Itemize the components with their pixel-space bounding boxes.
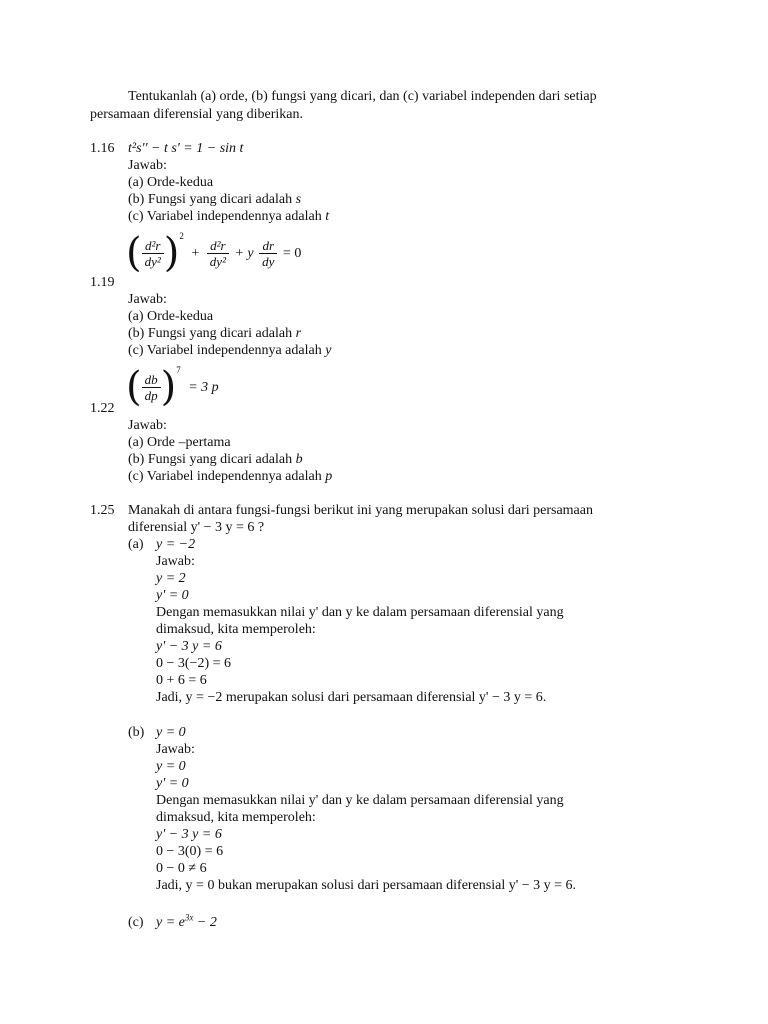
answer-122-b: (b) Fungsi yang dicari adalah b (128, 452, 303, 467)
answer-119-c: (c) Variabel independennya adalah y (128, 343, 332, 358)
answer-116-a: (a) Orde-kedua (128, 175, 214, 190)
part-b-jawab: Jawab: (156, 742, 195, 757)
problem-number-116: 1.16 (90, 141, 115, 156)
answer-119-a: (a) Orde-kedua (128, 309, 214, 324)
part-a-line-1: y = 2 (156, 571, 186, 586)
part-b-line-6: 0 − 3(0) = 6 (156, 844, 224, 859)
question-125-line-1: Manakah di antara fungsi-fungsi berikut ini yang merupakan solusi dari persamaan (128, 503, 593, 518)
fraction-db-dp: $\frac{db}{dp}$ (142, 372, 161, 403)
equation-116: t²s'' − t s' = 1 − sin t (128, 141, 244, 156)
answer-122-c: (c) Variabel independennya adalah p (128, 469, 333, 484)
problem-number-119: 1.19 (90, 275, 115, 290)
part-a-line-7: 0 + 6 = 6 (156, 673, 207, 688)
jawab-122: Jawab: (128, 418, 167, 433)
part-b-line-7: 0 − 0 ≠ 6 (156, 861, 207, 876)
part-a-line-2: y' = 0 (156, 588, 189, 603)
part-a-jawab: Jawab: (156, 554, 195, 569)
part-b-conclusion: Jadi, y = 0 bukan merupakan solusi dari persamaan diferensial y' − 3 y = 6. (156, 878, 577, 893)
answer-116-b: (b) Fungsi yang dicari adalah s (128, 192, 302, 207)
intro-line-1: Tentukanlah (a) orde, (b) fungsi yang dicari, dan (c) variabel independen dari setiap (128, 89, 597, 104)
part-a-function: y = −2 (156, 537, 196, 552)
problem-number-125: 1.25 (90, 503, 115, 518)
problem-number-122: 1.22 (90, 401, 115, 416)
part-b-line-3: Dengan memasukkan nilai y' dan y ke dalam persamaan diferensial yang (156, 793, 564, 808)
part-c-label: (c) (128, 915, 144, 930)
answer-122-a: (a) Orde –pertama (128, 435, 231, 450)
part-b-label: (b) (128, 725, 145, 740)
part-c-function: $y = e^{3x} - 2$ (156, 912, 217, 930)
part-a-line-6: 0 − 3(−2) = 6 (156, 656, 232, 671)
jawab-116: Jawab: (128, 158, 167, 173)
question-125-line-2: diferensial y' − 3 y = 6 ? (128, 520, 265, 535)
fraction-d2r-dy2: $\frac{\text{d²r}}{\text{dy²}}$ (142, 238, 164, 269)
part-a-line-3: Dengan memasukkan nilai y' dan y ke dalam persamaan diferensial yang (156, 605, 564, 620)
part-b-function: y = 0 (156, 725, 186, 740)
part-a-line-4: dimaksud, kita memperoleh: (156, 622, 316, 637)
equation-122: ( $\frac{db}{dp}$ )$^7$ = 3 p (126, 364, 219, 410)
part-b-line-2: y' = 0 (156, 776, 189, 791)
equation-119: ( $\frac{\text{d²r}}{\text{dy²}}$ )$^2$ + $\frac{\text{d²r}}{\text{dy²}}$ + y $\frac{dr}{dy}$ = 0 (126, 230, 302, 276)
part-a-line-5: y' − 3 y = 6 (156, 639, 222, 654)
answer-116-c: (c) Variabel independennya adalah t (128, 209, 330, 224)
part-b-line-4: dimaksud, kita memperoleh: (156, 810, 316, 825)
part-a-label: (a) (128, 537, 144, 552)
jawab-119: Jawab: (128, 292, 167, 307)
intro-line-2: persamaan diferensial yang diberikan. (90, 107, 304, 122)
part-a-conclusion: Jadi, y = −2 merupakan solusi dari persamaan diferensial y' − 3 y = 6. (156, 690, 547, 705)
answer-119-b: (b) Fungsi yang dicari adalah r (128, 326, 302, 341)
part-b-line-5: y' − 3 y = 6 (156, 827, 222, 842)
part-b-line-1: y = 0 (156, 759, 186, 774)
